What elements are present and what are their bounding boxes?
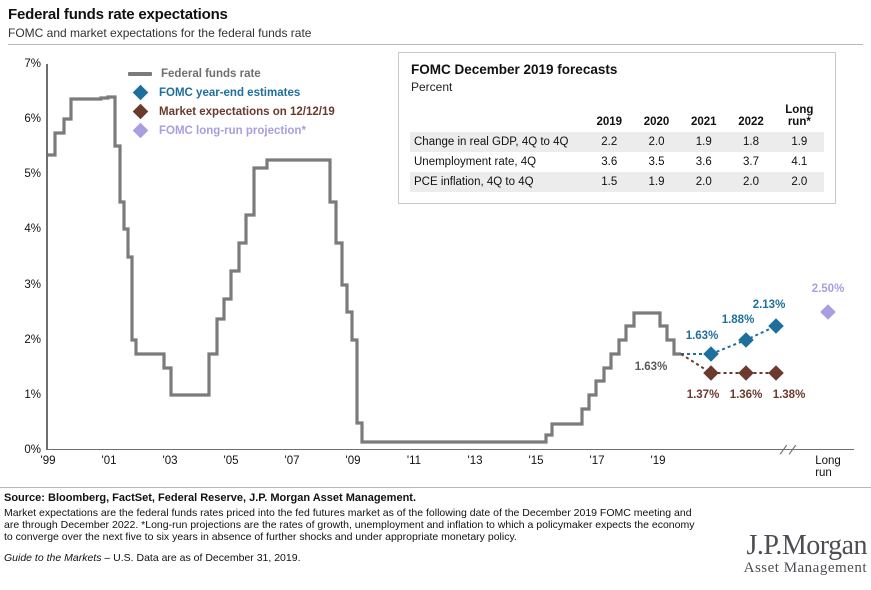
x-tick-15: '15 xyxy=(528,455,544,467)
header-divider xyxy=(8,44,863,45)
fomc-label-2020: 1.63% xyxy=(685,330,719,342)
cell: 1.9 xyxy=(695,136,712,148)
col-header-2020: 2020 xyxy=(643,116,670,128)
x-tick-05: '05 xyxy=(223,455,239,467)
row-label-pce-inflation: PCE inflation, 4Q to 4Q xyxy=(414,176,534,188)
cell: 2.0 xyxy=(743,176,760,188)
inset-units: Percent xyxy=(411,80,453,94)
cell: 2.0 xyxy=(791,176,808,188)
col-header-2021: 2021 xyxy=(690,116,717,128)
inset-title: FOMC December 2019 forecasts xyxy=(411,62,618,77)
x-tick-07: '07 xyxy=(284,455,300,467)
market-label-2020: 1.37% xyxy=(686,389,720,401)
cell: 3.7 xyxy=(743,156,760,168)
legend-label: FOMC year-end estimates xyxy=(159,86,301,99)
legend-label: Market expectations on 12/12/19 xyxy=(159,105,335,118)
source-line: Source: Bloomberg, FactSet, Federal Reserve, J.P. Morgan Asset Management. xyxy=(4,492,417,504)
row-label-unemployment: Unemployment rate, 4Q xyxy=(414,156,537,168)
col-header-2022: 2022 xyxy=(738,116,764,128)
axis-break-icon: / xyxy=(787,441,797,460)
col-header-long-run-line1: Long xyxy=(785,104,814,116)
cell: 2.0 xyxy=(695,176,712,188)
cell: 1.8 xyxy=(743,136,760,148)
annotation-current-rate: 1.63% xyxy=(634,361,668,373)
x-tick-19: '19 xyxy=(650,455,666,467)
guide-title: Guide to the Markets xyxy=(4,552,102,564)
guide-rest: – U.S. Data are as of December 31, 2019. xyxy=(101,552,301,564)
y-tick-7: 7% xyxy=(24,58,41,70)
page-title: Federal funds rate expectations xyxy=(8,6,228,23)
y-tick-5: 5% xyxy=(24,168,41,181)
col-header-2019: 2019 xyxy=(596,116,623,128)
x-tick-17: '17 xyxy=(589,455,605,467)
footer-divider xyxy=(0,487,871,488)
cell: 1.5 xyxy=(601,176,618,188)
cell: 1.9 xyxy=(648,176,665,188)
y-tick-4: 4% xyxy=(24,223,41,236)
cell: 3.6 xyxy=(695,156,712,168)
col-header-long-run-line2: run* xyxy=(787,116,811,128)
x-tick-13: '13 xyxy=(467,455,483,467)
logo-secondary: Asset Management xyxy=(743,560,867,576)
chart-area xyxy=(8,56,863,479)
guide-line xyxy=(4,552,301,564)
axis-break-icon: / xyxy=(778,441,788,460)
market-label-2021: 1.36% xyxy=(729,389,763,401)
y-tick-3: 3% xyxy=(24,278,41,291)
y-tick-1: 1% xyxy=(24,388,41,401)
x-tick-99: '99 xyxy=(40,455,56,467)
legend-label: FOMC long-run projection* xyxy=(159,124,306,137)
x-tick-09: '09 xyxy=(345,455,361,467)
footnote-text: Market expectations are the federal funds rates priced into the fed futures market as of the following date of the December 2019 FOMC meeting and are through December 2022. *Long-run projections are the rates of growth, unemployment and inflation to which a policymaker expects the economy to converge over the next five to six years in absence of further shocks and under appropriate monetary policy. xyxy=(4,507,695,544)
long-run-label: 2.50% xyxy=(811,283,845,295)
plot-region xyxy=(24,58,854,479)
cell: 3.6 xyxy=(601,156,618,168)
fomc-label-2022: 2.13% xyxy=(752,299,786,311)
row-label-real-gdp: Change in real GDP, 4Q to 4Q xyxy=(414,136,569,148)
y-tick-6: 6% xyxy=(24,113,41,126)
jpmorgan-logo xyxy=(744,530,867,577)
logo-primary: J.P.Morgan xyxy=(746,530,867,561)
x-tick-11: '11 xyxy=(406,455,422,467)
market-label-2022: 1.38% xyxy=(772,389,806,401)
x-tick-01: '01 xyxy=(101,455,117,467)
cell: 2.2 xyxy=(601,136,618,148)
cell: 2.0 xyxy=(648,136,665,148)
cell: 3.5 xyxy=(648,156,665,168)
legend-label: Federal funds rate xyxy=(161,67,261,80)
x-tick-long-run: Long run xyxy=(815,455,841,479)
page-subtitle: FOMC and market expectations for the federal funds rate xyxy=(8,26,312,40)
fomc-label-2021: 1.88% xyxy=(721,314,755,326)
y-tick-0: 0% xyxy=(24,444,41,456)
x-tick-03: '03 xyxy=(162,455,178,467)
cell: 1.9 xyxy=(791,136,808,148)
cell: 4.1 xyxy=(791,156,808,168)
y-tick-2: 2% xyxy=(24,333,41,346)
